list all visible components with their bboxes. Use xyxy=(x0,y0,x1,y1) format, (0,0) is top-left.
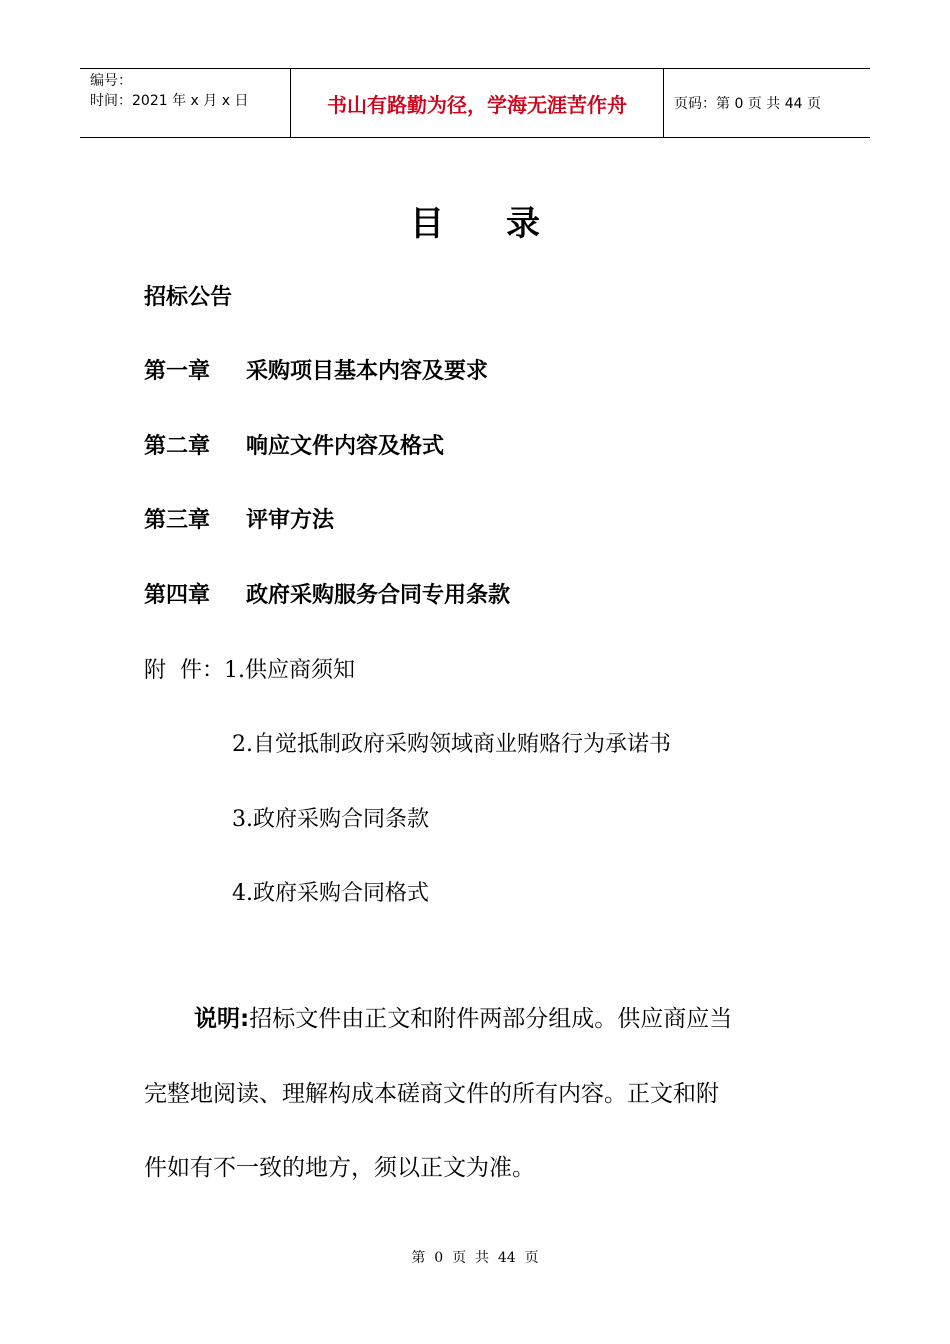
note-line-2: 完整地阅读、理解构成本磋商文件的所有内容。正文和附 xyxy=(144,1081,719,1107)
header-page-info: 页码：第 0 页 共 44 页 xyxy=(674,96,821,112)
attachment-item: 1.供应商须知 xyxy=(224,658,355,683)
toc-chapter-2-text: 响应文件内容及格式 xyxy=(246,434,445,459)
toc-chapter-4-text: 政府采购服务合同专用条款 xyxy=(246,583,511,608)
toc-chapter-1-text: 采购项目基本内容及要求 xyxy=(246,359,489,384)
attachment-item: 2.自觉抵制政府采购领域商业贿赂行为承诺书 xyxy=(232,732,671,757)
note-line-3: 件如有不一致的地方，须以正文为准。 xyxy=(144,1155,535,1181)
document-header xyxy=(80,68,870,138)
toc-chapter-3-text: 评审方法 xyxy=(246,508,335,533)
toc-notice: 招标公告 xyxy=(144,285,233,310)
title-char-2: 录 xyxy=(506,204,540,244)
attachment-label: 附 件： xyxy=(144,658,224,683)
toc-chapter-4 xyxy=(144,578,510,609)
attachment-item: 4.政府采购合同格式 xyxy=(232,881,429,906)
header-time: 时间：2021 年 x 月 x 日 xyxy=(90,93,249,109)
toc-chapter-2 xyxy=(144,429,444,460)
note-line-1 xyxy=(194,1000,862,1033)
toc-chapter-3-num: 第三章 xyxy=(144,508,211,533)
page-title xyxy=(0,196,950,245)
attachment-item: 3.政府采购合同条款 xyxy=(232,807,429,832)
footer-page-number: 第 0 页 共 44 页 xyxy=(411,1250,539,1266)
toc-chapter-4-num: 第四章 xyxy=(144,583,211,608)
toc-chapter-1-num: 第一章 xyxy=(144,359,211,384)
note-label: 说明: xyxy=(194,1006,250,1032)
note-text-1: 招标文件由正文和附件两部分组成。供应商应当 xyxy=(249,1006,733,1032)
header-number: 编号： xyxy=(90,73,132,89)
header-motto: 书山有路勤为径，学海无涯苦作舟 xyxy=(327,92,627,117)
attachment-line-1 xyxy=(144,653,355,684)
header-motto-cell xyxy=(290,69,664,137)
header-meta xyxy=(80,69,290,137)
title-char-1: 目 xyxy=(410,204,444,244)
toc-chapter-3 xyxy=(144,503,334,534)
toc-chapter-1 xyxy=(144,354,488,385)
toc-chapter-2-num: 第二章 xyxy=(144,434,211,459)
page-footer xyxy=(0,1247,950,1267)
